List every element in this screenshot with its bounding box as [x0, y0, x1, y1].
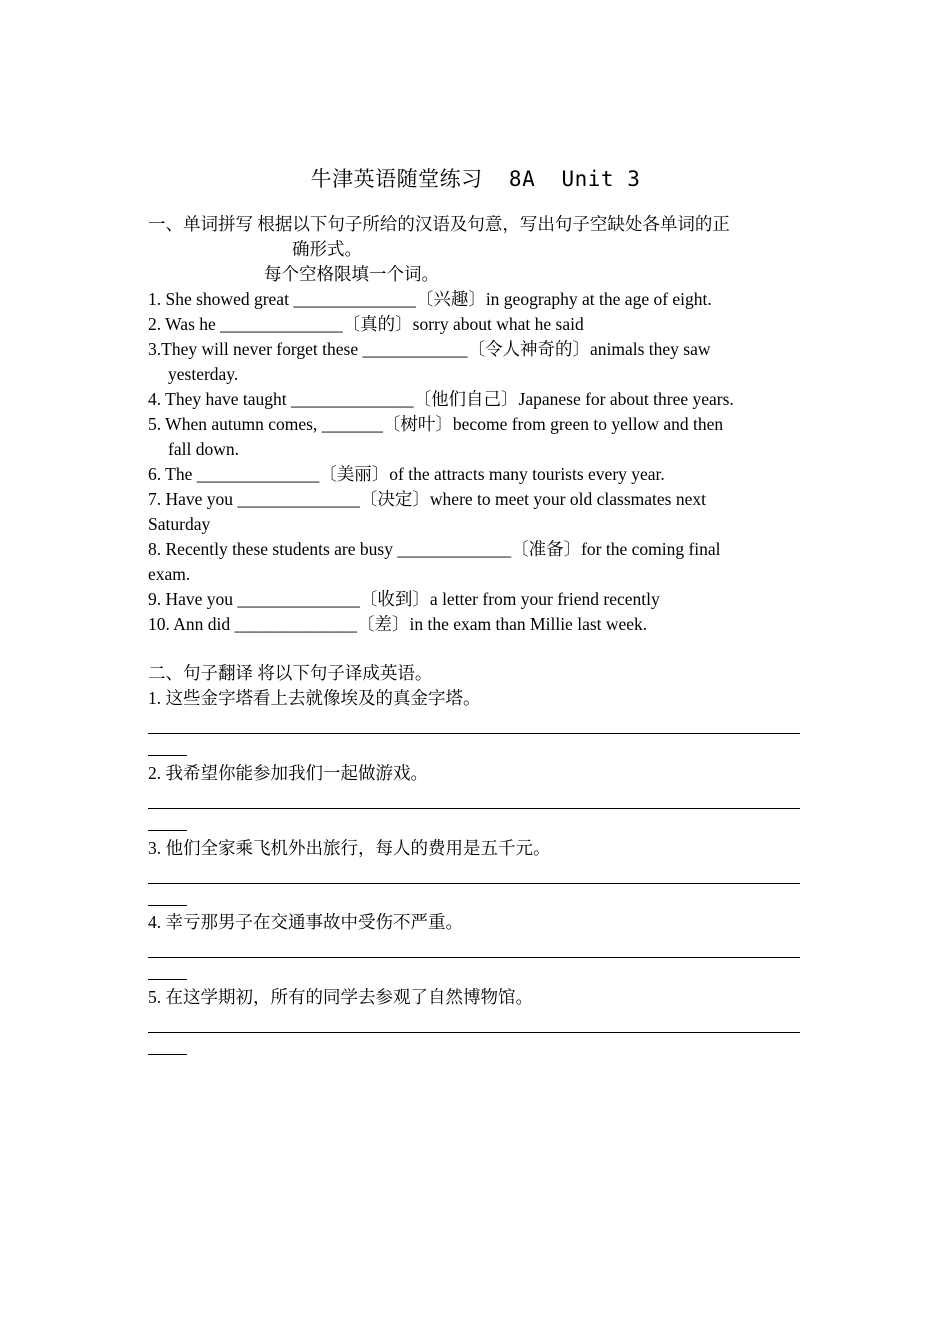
spelling-item-7-cont: Saturday — [148, 514, 211, 534]
answer-line-end — [148, 1054, 187, 1055]
spelling-item-3: 3.They will never forget these ____________〔令人神奇的〕animals they saw — [148, 339, 711, 359]
translation-item-5: 5. 在这学期初，所有的同学去参观了自然博物馆。 — [148, 987, 533, 1007]
answer-line — [148, 957, 800, 958]
section1-heading-cont: 确形式。 — [292, 239, 362, 259]
translation-item-2: 2. 我希望你能参加我们一起做游戏。 — [148, 763, 428, 783]
spelling-item-5-cont: fall down. — [168, 439, 239, 459]
section1-heading: 一、单词拼写 根据以下句子所给的汉语及句意，写出句子空缺处各单词的正 — [148, 214, 730, 234]
answer-line — [148, 1032, 800, 1033]
translation-item-1: 1. 这些金字塔看上去就像埃及的真金字塔。 — [148, 688, 481, 708]
answer-line-end — [148, 905, 187, 906]
spelling-item-8-cont: exam. — [148, 564, 191, 584]
spelling-item-1: 1. She showed great ______________〔兴趣〕in geography at the age of eight. — [148, 289, 712, 309]
spelling-item-9: 9. Have you ______________〔收到〕a letter from your friend recently — [148, 589, 660, 609]
spelling-item-7: 7. Have you ______________〔决定〕where to meet your old classmates next — [148, 489, 706, 509]
answer-line — [148, 733, 800, 734]
translation-item-3: 3. 他们全家乘飞机外出旅行，每人的费用是五千元。 — [148, 838, 551, 858]
page-title: 牛津英语随堂练习 8A Unit 3 — [310, 167, 641, 191]
answer-line-end — [148, 979, 187, 980]
spelling-item-3-cont: yesterday. — [168, 364, 239, 384]
section2-heading: 二、句子翻译 将以下句子译成英语。 — [148, 663, 433, 683]
spelling-item-8: 8. Recently these students are busy _____________〔准备〕for the coming final — [148, 539, 721, 559]
spelling-item-5: 5. When autumn comes, _______〔树叶〕become from green to yellow and then — [148, 414, 724, 434]
spelling-item-10: 10. Ann did ______________〔差〕in the exam than Millie last week. — [148, 614, 648, 634]
answer-line-end — [148, 755, 187, 756]
answer-line — [148, 808, 800, 809]
translation-item-4: 4. 幸亏那男子在交通事故中受伤不严重。 — [148, 912, 463, 932]
section1-note: 每个空格限填一个词。 — [264, 264, 439, 284]
spelling-item-6: 6. The ______________〔美丽〕of the attracts many tourists every year. — [148, 464, 665, 484]
answer-line-end — [148, 830, 187, 831]
spelling-item-2: 2. Was he ______________〔真的〕sorry about what he said — [148, 314, 584, 334]
answer-line — [148, 883, 800, 884]
spelling-item-4: 4. They have taught ______________〔他们自己〕Japanese for about three years. — [148, 389, 734, 409]
